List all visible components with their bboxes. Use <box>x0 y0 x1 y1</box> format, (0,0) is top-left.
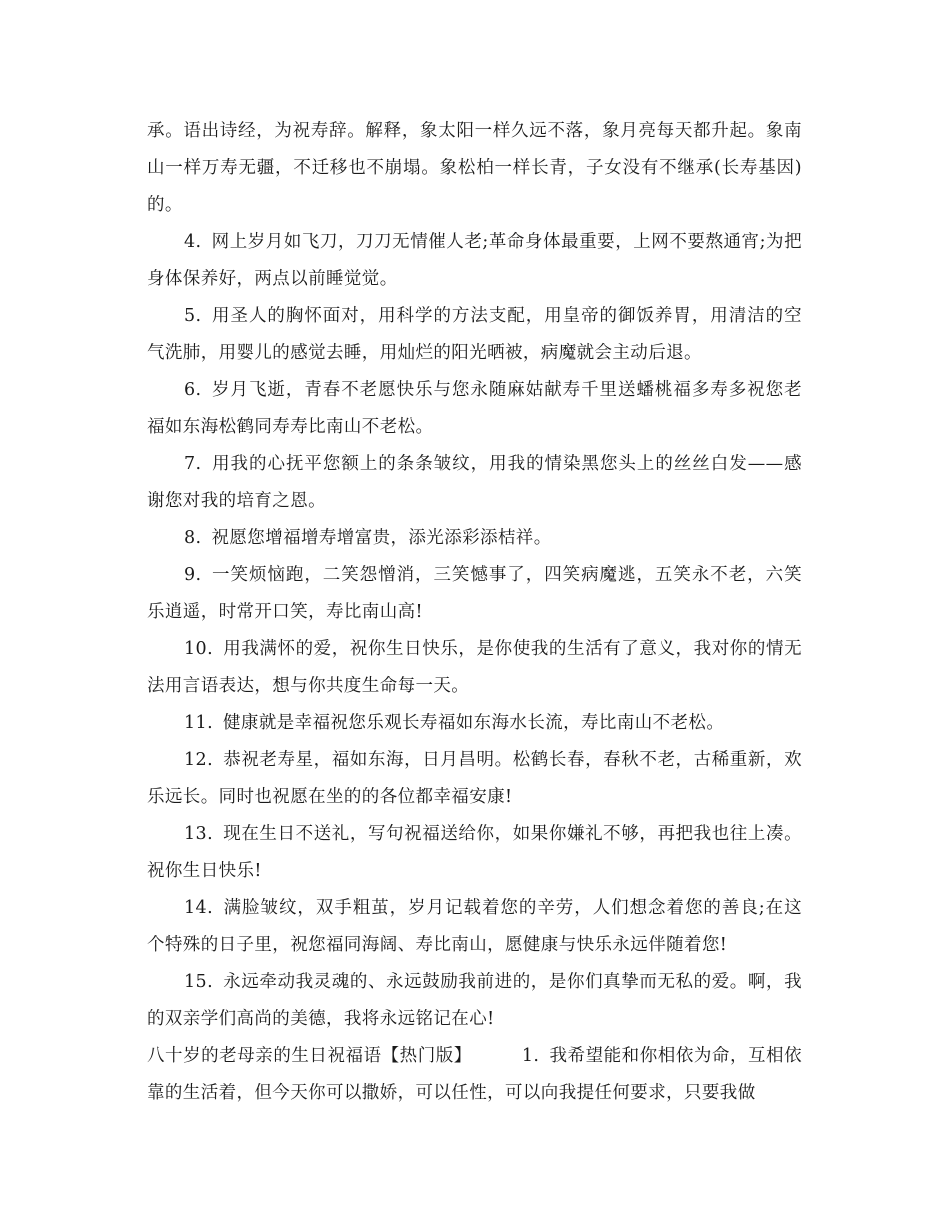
item-number: 4. <box>184 232 202 252</box>
item-text: 现在生日不送礼，写句祝福送给你，如果你嫌礼不够，再把我也往上凑。祝你生日快乐! <box>147 824 802 881</box>
list-item <box>147 816 802 890</box>
item-number: 9. <box>184 565 202 585</box>
item-number: 1. <box>521 1046 540 1066</box>
list-item <box>147 224 802 298</box>
item-text: 恭祝老寿星，福如东海，日月昌明。松鹤长春，春秋不老，古稀重新，欢乐远长。同时也祝愿在坐的的各位都幸福安康! <box>147 750 802 807</box>
list-item <box>147 446 802 520</box>
item-number: 12. <box>184 750 214 770</box>
list-item <box>147 298 802 372</box>
item-text: 祝愿您增福增寿增富贵，添光添彩添桔祥。 <box>211 528 552 548</box>
item-number: 11. <box>184 713 214 733</box>
item-number: 14. <box>184 898 214 918</box>
item-text: 网上岁月如飞刀，刀刀无情催人老;革命身体最重要，上网不要熬通宵;为把身体保养好，两点以前睡觉觉。 <box>147 232 802 289</box>
list-item <box>147 372 802 446</box>
item-number: 13. <box>184 824 214 844</box>
list-item <box>147 631 802 705</box>
item-number: 10. <box>184 639 214 659</box>
continued-paragraph: 承。语出诗经，为祝寿辞。解释，象太阳一样久远不落，象月亮每天都升起。象南山一样万寿无疆，不迁移也不崩塌。象松柏一样长青，子女没有不继承(长寿基因)的。 <box>147 121 802 215</box>
list-item <box>147 520 802 557</box>
item-number: 15. <box>184 972 214 992</box>
item-number: 7. <box>184 454 202 474</box>
item-text: 满脸皱纹，双手粗茧，岁月记载着您的辛劳，人们想念着您的善良;在这个特殊的日子里，祝您福同海阔、寿比南山，愿健康与快乐永远伴随着您! <box>147 898 802 955</box>
item-text: 用我满怀的爱，祝你生日快乐，是你使我的生活有了意义，我对你的情无法用言语表达，想与你共度生命每一天。 <box>147 639 802 696</box>
item-number: 5. <box>184 306 202 326</box>
item-text: 用圣人的胸怀面对，用科学的方法支配，用皇帝的御饭养胃，用清洁的空气洗肺，用婴儿的感觉去睡，用灿烂的阳光晒被，病魔就会主动后退。 <box>147 306 802 363</box>
list-item <box>147 557 802 631</box>
item-text: 岁月飞逝，青春不老愿快乐与您永随麻姑献寿千里送蟠桃福多寿多祝您老福如东海松鹤同寿寿比南山不老松。 <box>147 380 802 437</box>
item-text: 永远牵动我灵魂的、永远鼓励我前进的，是你们真挚而无私的爱。啊，我的双亲学们高尚的美德，我将永远铭记在心! <box>147 972 802 1029</box>
section-heading: 八十岁的老母亲的生日祝福语【热门版】 <box>147 1046 472 1066</box>
list-item <box>147 964 802 1038</box>
item-text: 我希望能和你相依为命，互相依靠的生活着，但今天你可以撒娇，可以任性，可以向我提任何要求，只要我做 <box>147 1046 802 1103</box>
document-body <box>147 113 802 1112</box>
section-start <box>147 1038 802 1112</box>
item-text: 用我的心抚平您额上的条条皱纹，用我的情染黑您头上的丝丝白发——感谢您对我的培育之恩。 <box>147 454 802 511</box>
item-number: 6. <box>184 380 202 400</box>
item-text: 健康就是幸福祝您乐观长寿福如东海水长流，寿比南山不老松。 <box>223 713 725 733</box>
item-number: 8. <box>184 528 202 548</box>
list-item <box>147 890 802 964</box>
list-item <box>147 742 802 816</box>
item-text: 一笑烦恼跑，二笑怨憎消，三笑憾事了，四笑病魔逃，五笑永不老，六笑乐逍遥，时常开口笑，寿比南山高! <box>147 565 802 622</box>
list-item <box>147 705 802 742</box>
